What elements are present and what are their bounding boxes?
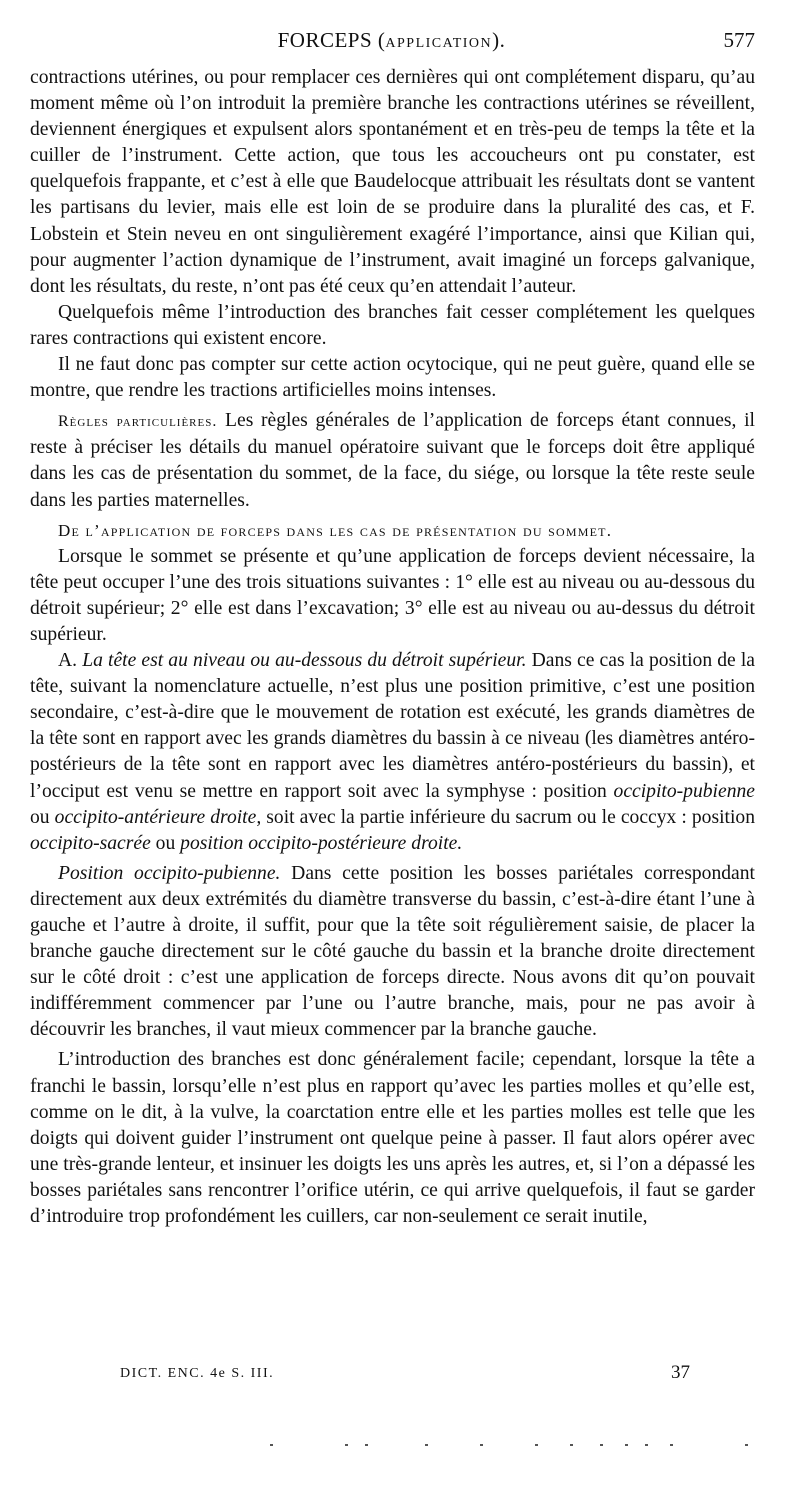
term-occipito-anterieure: occipito-antérieure droite,: [54, 806, 262, 828]
paragraph-6: [30, 648, 755, 857]
paragraph-1: contractions utérines, ou pour remplacer ces dernières qui ont complétement disparu, qu’au moment même où l’on introduit la première branche les contractions utérines se réveillent, deviennent énergiques et expulsent alors spontanément et en très-peu de temps la tête et la cuiller de l’instrument. Cette action, que tous les accoucheurs ont pu constater, est quelquefois frappante, et c’est à elle que Baudelocque attribuait les résultats dont se vantent les partisans du levier, mais elle est loin de se produire dans la pluralité des cas, et F. Lobstein et Stein neveu en ont singulièrement exagéré l’importance, ainsi que Kilian qui, pour augmenter l’action dynamique de l’instrument, avait imaginé un forceps galvanique, dont les résultats, du reste, n’ont pas été ceux qu’en attendait l’auteur.: [30, 67, 755, 297]
paragraph-6-text-2: ou: [30, 806, 55, 828]
section-heading: De l’application de forceps dans les cas de présentation du sommet.: [58, 520, 613, 540]
speck: [600, 1444, 603, 1446]
speck: [670, 1444, 673, 1446]
term-occipito-posterieure: position occipito-postérieure droite.: [180, 832, 463, 854]
scan-specks: [270, 1440, 760, 1454]
speck: [425, 1444, 428, 1446]
position-heading: Position occipito-pubienne.: [58, 862, 281, 884]
term-occipito-sacree: occipito-sacrée: [30, 832, 151, 854]
sheet-number: 37: [671, 1362, 690, 1383]
speck: [365, 1444, 368, 1446]
header-title: [28, 28, 755, 53]
page-footer: [120, 1362, 690, 1392]
paragraph-2: Quelquefois même l’introduction des branches fait cesser complétement les quelques rares contractions qui existent encore.: [30, 301, 755, 349]
signature-mark: DICT. ENC. 4e S. III.: [120, 1366, 275, 1381]
page-number: 577: [723, 28, 755, 52]
speck: [270, 1444, 273, 1446]
paragraph-6-text-3: soit avec la partie inférieure du sacrum ou le coccyx : position: [261, 806, 756, 828]
paragraph-4: [30, 408, 755, 513]
running-header: [28, 28, 755, 60]
case-label: A.: [58, 650, 83, 672]
speck: [535, 1444, 538, 1446]
header-title-end: ).: [492, 28, 506, 52]
body-text: [30, 65, 755, 1230]
term-occipito-pubienne: occipito-pubienne: [613, 780, 755, 802]
speck: [745, 1444, 748, 1446]
rules-heading: Règles particulières.: [58, 413, 218, 431]
case-title: La tête est au niveau ou au-dessous du détroit supérieur.: [82, 650, 527, 672]
paragraph-6-text-4: ou: [150, 832, 181, 854]
speck: [570, 1444, 573, 1446]
paragraph-6-text-1: Dans ce cas la position de la tête, suivant la nomenclature actuelle, n’est plus une position primitive, c’est une position secondaire, c’est-à-dire que le mouvement de rotation est exécuté, les grands diamètres de la tête sont en rapport avec les grands diamètres du bassin à ce niveau (les diamètres antéro-postérieurs de la tête sont en rapport avec les diamètres antéro-postérieurs du bassin), et l’occiput est venu se mettre en rapport soit avec la symphyse : position: [30, 650, 756, 802]
speck: [645, 1444, 648, 1446]
paragraph-7: [30, 861, 755, 1044]
paragraph-5: Lorsque le sommet se présente et qu’une application de forceps devient nécessaire, la tête peut occuper l’une des trois situations suivantes : 1° elle est au niveau ou au-dessous du détroit supérieur; 2° elle est dans l’excavation; 3° elle est au niveau ou au-dessus du détroit supérieur.: [30, 545, 755, 645]
speck: [625, 1444, 628, 1446]
header-title-main: FORCEPS (: [277, 28, 386, 52]
header-title-small-caps: APPLICATION: [385, 36, 493, 51]
paragraph-3: Il ne faut donc pas compter sur cette action ocytocique, qui ne peut guère, quand elle se montre, que rendre les tractions artificielles moins intenses.: [30, 354, 755, 402]
speck: [480, 1444, 483, 1446]
paragraph-8: L’introduction des branches est donc généralement facile; cependant, lorsque la tête a franchi le bassin, lorsqu’elle n’est plus en rapport qu’avec les parties molles et qu’elle est, comme on le dit, à la vulve, la coarctation entre elle et les parties molles est telle que les doigts qui doivent guider l’instrument ont quelque peine à passer. Il faut alors opérer avec une très-grande lenteur, et insinuer les doigts les uns après les autres, et, si l’on a dépassé les bosses pariétales sans rencontrer l’orifice utérin, ce qui arrive quelquefois, il faut se garder d’introduire trop profondément les cuillers, car non-seulement ce serait inutile,: [30, 1049, 755, 1228]
speck: [345, 1444, 348, 1446]
paragraph-7-text: Dans cette position les bosses pariétales correspondant directement aux deux extrémités du diamètre transverse du bassin, c’est-à-dire étant l’une à gauche et l’autre à droite, il suffit, pour que la tête soit régulièrement saisie, de placer la branche gauche directement sur le côté gauche du bassin et la branche droite directement sur le côté droit : c’est une application de forceps directe. Nous avons dit qu’on pouvait indifféremment commencer par l’une ou l’autre branche, mais, pour ne pas avoir à découvrir les branches, il vaut mieux commencer par la branche gauche.: [30, 862, 755, 1041]
paragraph-4-text: Les règles générales de l’application de forceps étant connues, il reste à préciser les détails du manuel opératoire suivant que le forceps doit être appliqué dans les cas de présentation du sommet, de la face, du siége, ou lorsque la tête reste seule dans les parties maternelles.: [30, 410, 756, 511]
